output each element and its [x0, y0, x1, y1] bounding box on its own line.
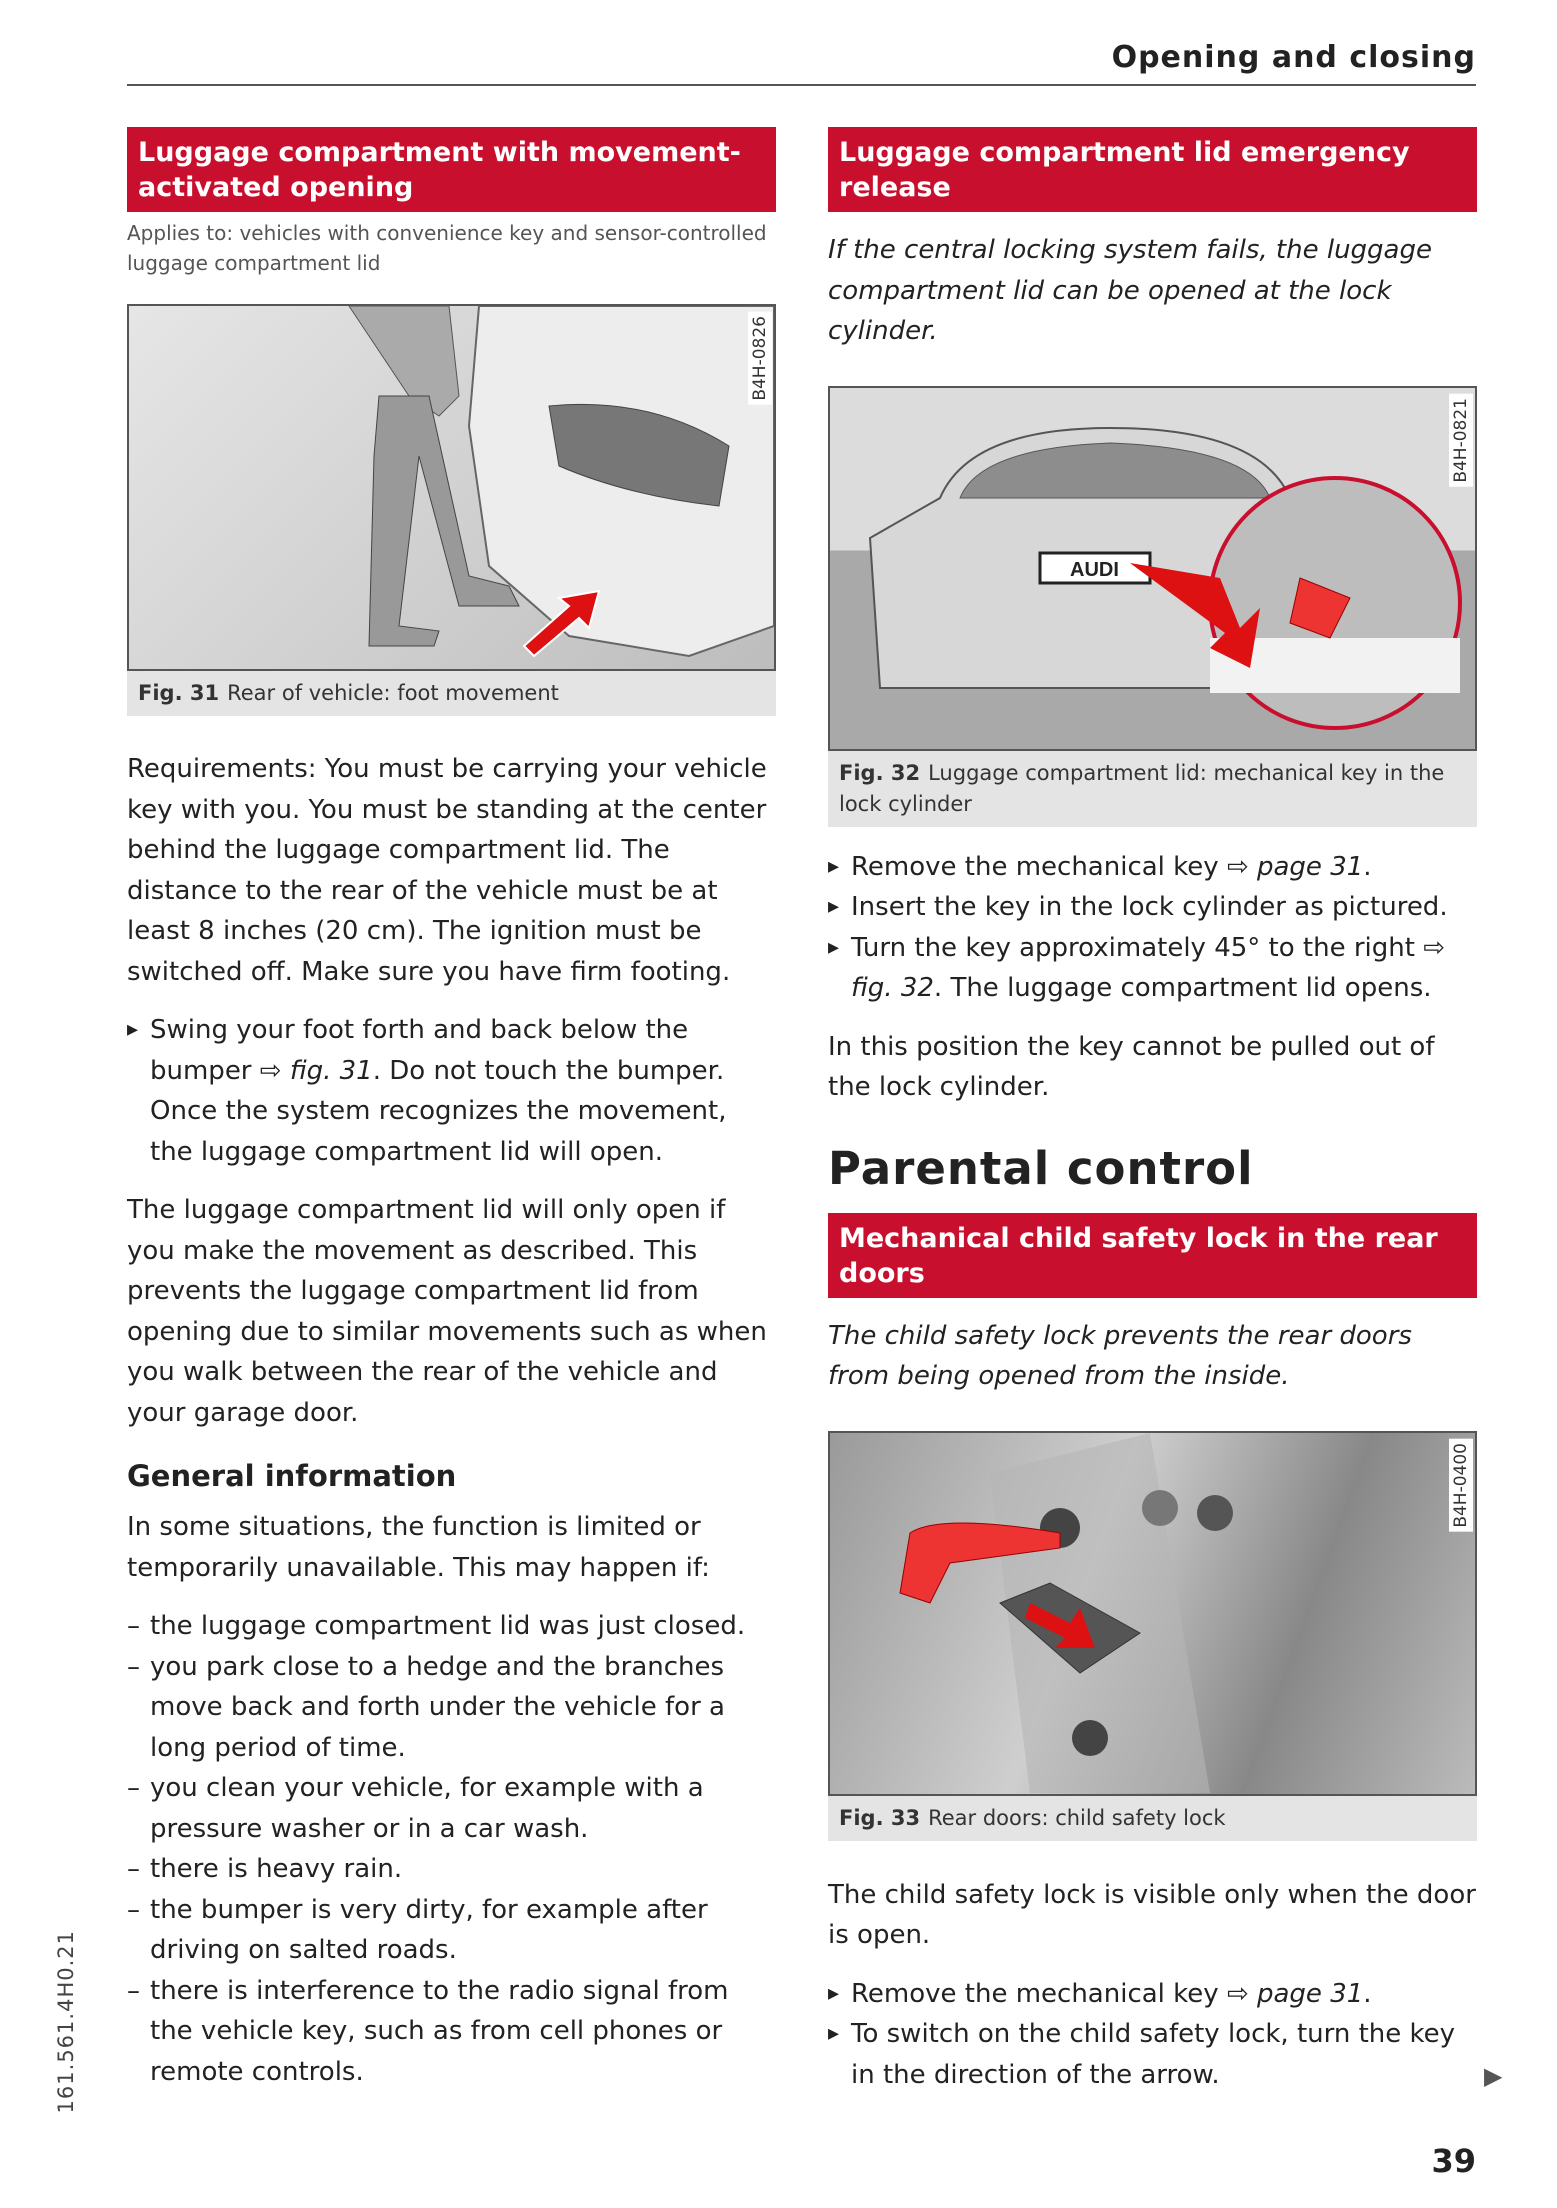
- step-text: . Do not touch the bumper. Once the system recognizes the movement, the luggage compartment lid will open.: [150, 1055, 727, 1167]
- left-column: [127, 127, 776, 2092]
- figure-code: B4H-0821: [1449, 394, 1473, 487]
- intro-paragraph: If the central locking system fails, the luggage compartment lid can be opened at the lock cylinder.: [828, 235, 1432, 346]
- foot-movement-illustration: [129, 306, 774, 669]
- instruction-step: ▸ To switch on the child safety lock, turn the key in the direction of the arrow.: [828, 2014, 1477, 2095]
- list-item: – there is heavy rain.: [127, 1849, 776, 1890]
- figure-code: B4H-0400: [1449, 1439, 1473, 1532]
- section-heading: Mechanical child safety lock in the rear doors: [828, 1213, 1477, 1298]
- section-title: Opening and closing: [1111, 40, 1476, 75]
- step-text: Remove the mechanical key: [851, 851, 1227, 882]
- step-text: Remove the mechanical key: [851, 1978, 1227, 2009]
- list-item: – you park close to a hedge and the branches move back and forth under the vehicle for a long period of time.: [127, 1647, 776, 1769]
- list-item: – the luggage compartment lid was just closed.: [127, 1606, 776, 1647]
- list-item: – the bumper is very dirty, for example after driving on salted roads.: [127, 1890, 776, 1971]
- figure-caption: [127, 671, 776, 716]
- figure-caption: [828, 1796, 1477, 1841]
- body-paragraph: The child safety lock is visible only when the door is open.: [828, 1879, 1476, 1950]
- figure-caption-text: Luggage compartment lid: mechanical key in the lock cylinder: [839, 760, 1445, 816]
- figure-reference-link[interactable]: ⇨ fig. 31: [259, 1055, 373, 1086]
- figure-31-image: [127, 304, 776, 671]
- subheading: General information: [127, 1459, 457, 1493]
- figure-caption-text: Rear doors: child safety lock: [928, 1805, 1226, 1830]
- body-paragraph: The luggage compartment lid will only open if you make the movement as described. This prevents the luggage compartment lid from opening due to similar movements such as when you walk between the rear of the vehicle and your garage door.: [127, 1195, 767, 1428]
- step-text: Swing your foot forth and back below the bumper: [150, 1015, 689, 1086]
- instruction-step: ▸ Insert the key in the lock cylinder as pictured.: [828, 887, 1477, 928]
- step-text: .: [1363, 851, 1372, 882]
- chapter-heading: Parental control: [828, 1141, 1254, 1195]
- figure-33-image: [828, 1431, 1477, 1796]
- child-lock-illustration: [830, 1433, 1475, 1794]
- page-reference-link[interactable]: ⇨ page 31: [1226, 1978, 1364, 2009]
- instruction-steps: [828, 847, 1477, 1009]
- step-text: .: [1363, 1978, 1372, 2009]
- section-heading: Luggage compartment with movement-activated opening: [127, 127, 776, 212]
- intro-paragraph: The child safety lock prevents the rear doors from being opened from the inside.: [828, 1320, 1412, 1391]
- figure-33: [828, 1431, 1477, 1841]
- page-number: 39: [1431, 2142, 1476, 2180]
- body-paragraph: In some situations, the function is limited or temporarily unavailable. This may happen if:: [127, 1512, 710, 1583]
- figure-label: Fig. 32: [839, 760, 921, 785]
- license-plate: AUDI: [1070, 558, 1119, 581]
- step-text: Turn the key approximately 45° to the right: [851, 932, 1424, 963]
- car-rear-illustration: [830, 388, 1475, 749]
- instruction-step: [828, 928, 1477, 1009]
- figure-reference-link[interactable]: ⇨ fig. 32: [851, 932, 1445, 1003]
- figure-label: Fig. 33: [839, 1805, 921, 1830]
- instruction-step: [828, 1974, 1477, 2015]
- list-item: – there is interference to the radio signal from the vehicle key, such as from cell phones or remote controls.: [127, 1971, 776, 2093]
- figure-32: [828, 386, 1477, 827]
- figure-32-image: [828, 386, 1477, 751]
- figure-caption-text: Rear of vehicle: foot movement: [227, 681, 559, 705]
- document-number: 161.561.4H0.21: [54, 1930, 78, 2114]
- page-reference-link[interactable]: ⇨ page 31: [1226, 851, 1364, 882]
- conditions-list: [127, 1606, 776, 2092]
- section-heading: Luggage compartment lid emergency release: [828, 127, 1477, 212]
- requirements-paragraph: Requirements: You must be carrying your vehicle key with you. You must be standing at the center behind the luggage compartment lid. The distance to the rear of the vehicle must be at least 8 inches (20 cm). The ignition must be switched off. Make sure you have firm footing.: [127, 754, 767, 987]
- figure-caption: [828, 751, 1477, 827]
- figure-code: B4H-0826: [748, 312, 772, 405]
- instruction-steps: [828, 1974, 1477, 2096]
- list-item: – you clean your vehicle, for example with a pressure washer or in a car wash.: [127, 1768, 776, 1849]
- figure-label: Fig. 31: [138, 681, 220, 705]
- note-paragraph: In this position the key cannot be pulled out of the lock cylinder.: [828, 1031, 1435, 1102]
- instruction-step: [127, 1010, 776, 1172]
- applies-to-note: Applies to: vehicles with convenience key and sensor-controlled luggage compartment lid: [127, 221, 767, 275]
- figure-31: [127, 304, 776, 716]
- continue-arrow-icon: ▶: [1484, 2062, 1503, 2090]
- instruction-step: [828, 847, 1477, 888]
- right-column: [828, 127, 1477, 2095]
- step-text: . The luggage compartment lid opens.: [933, 973, 1432, 1003]
- header-rule: [127, 84, 1476, 86]
